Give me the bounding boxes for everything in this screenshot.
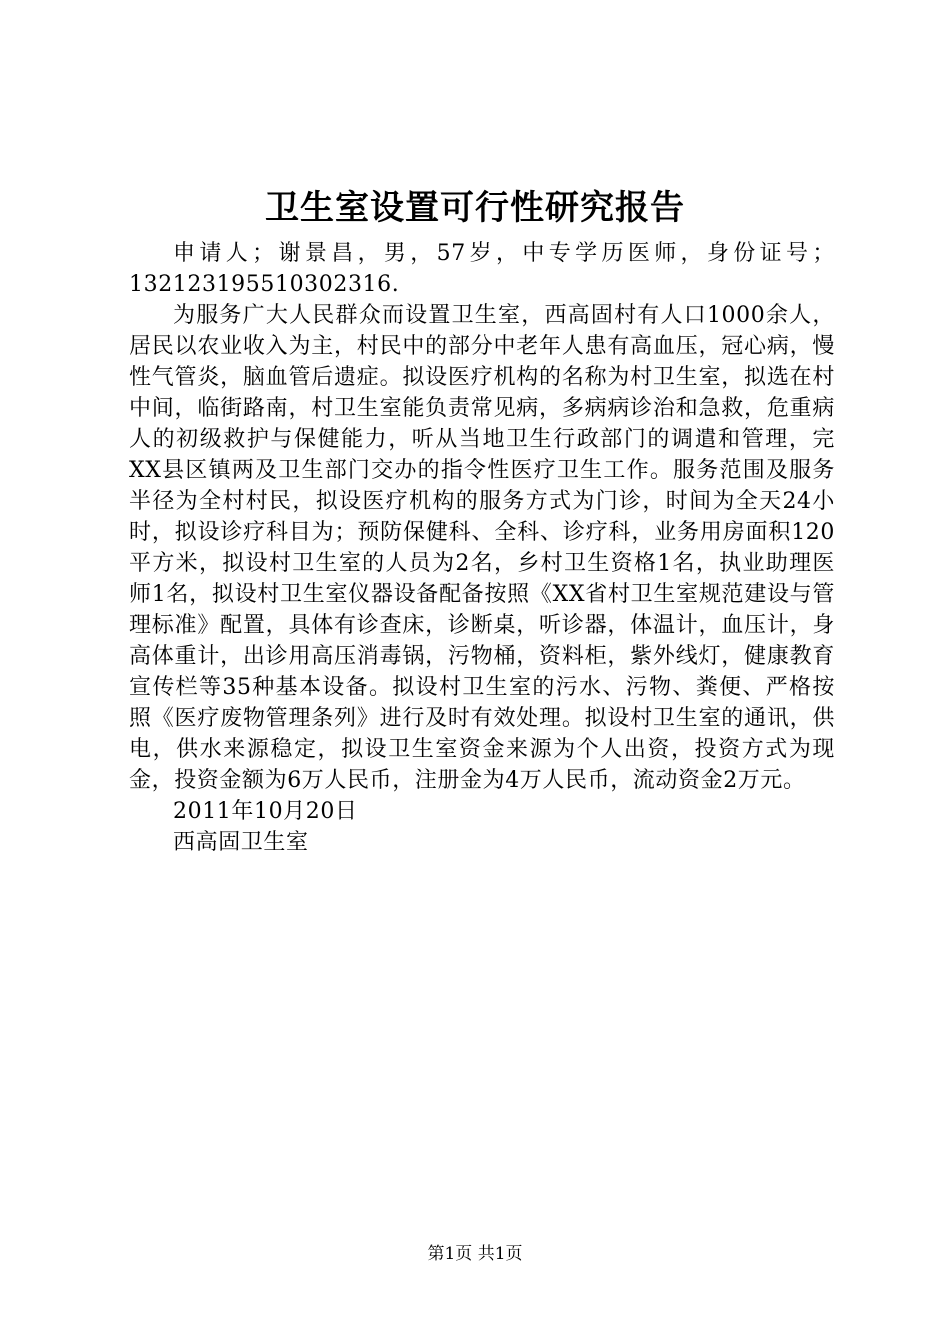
signature-line: 西高固卫生室 (173, 830, 309, 855)
applicant-paragraph: 申请人；谢景昌，男，57岁，中专学历医师，身份证号；13212319551030​2316. (129, 241, 835, 297)
date-line: 2011年10月20日 (173, 799, 358, 824)
document-body (129, 238, 835, 858)
page-footer: 第1页 共1页 (427, 1244, 523, 1264)
main-paragraph: 为服务广大人民群众而设置卫生室，西高固村有人口1000余人，居民以农业收入为主，村民中的部分中老年人患有高血压，冠心病，慢性气管炎，脑血管后遗症。拟设医疗机构的名称为村卫生室，拟选在村中间，临街路南，村卫生室能负责常见病，多病病诊治和急救，危重病人的初级救护与保健能力，听从当地卫生行政部门的调遣和管理，完XX县区镇两及卫生部门交办的指令性医疗卫生工作。服务范围及服务半径为全村村民，拟设医疗机构的服务方式为门诊，时间为全天24小时，拟设诊疗科目为；预防保健科、全科、诊疗科，业务用房面积120平方米，拟设村卫生室的人员为2名，乡村卫生资格1名，执业助理医师1名，拟设村卫生室仪器设备配备按照《XX省村卫生室规范建设与管理标准》配置，具体有诊查床，诊断桌，听诊器，体温计，血压计，身高体重计，出诊用高压消毒锅，污物桶，资料柜，紫外线灯，健康教育宣传栏等35种基本设备。拟设村卫生室的污水、污物、粪便、严格按照《医疗废物管理条列》进行及时有效处理。拟设村卫生室的通讯，供电，供水来源稳定，拟设卫生室资金来源为个人出资，投资方式为现金，投资金额为6万人民币，注册金为4万人民币，流动资金2万元。 (129, 303, 835, 793)
document-title: 卫生室设置可行性研究报告 (265, 188, 685, 228)
